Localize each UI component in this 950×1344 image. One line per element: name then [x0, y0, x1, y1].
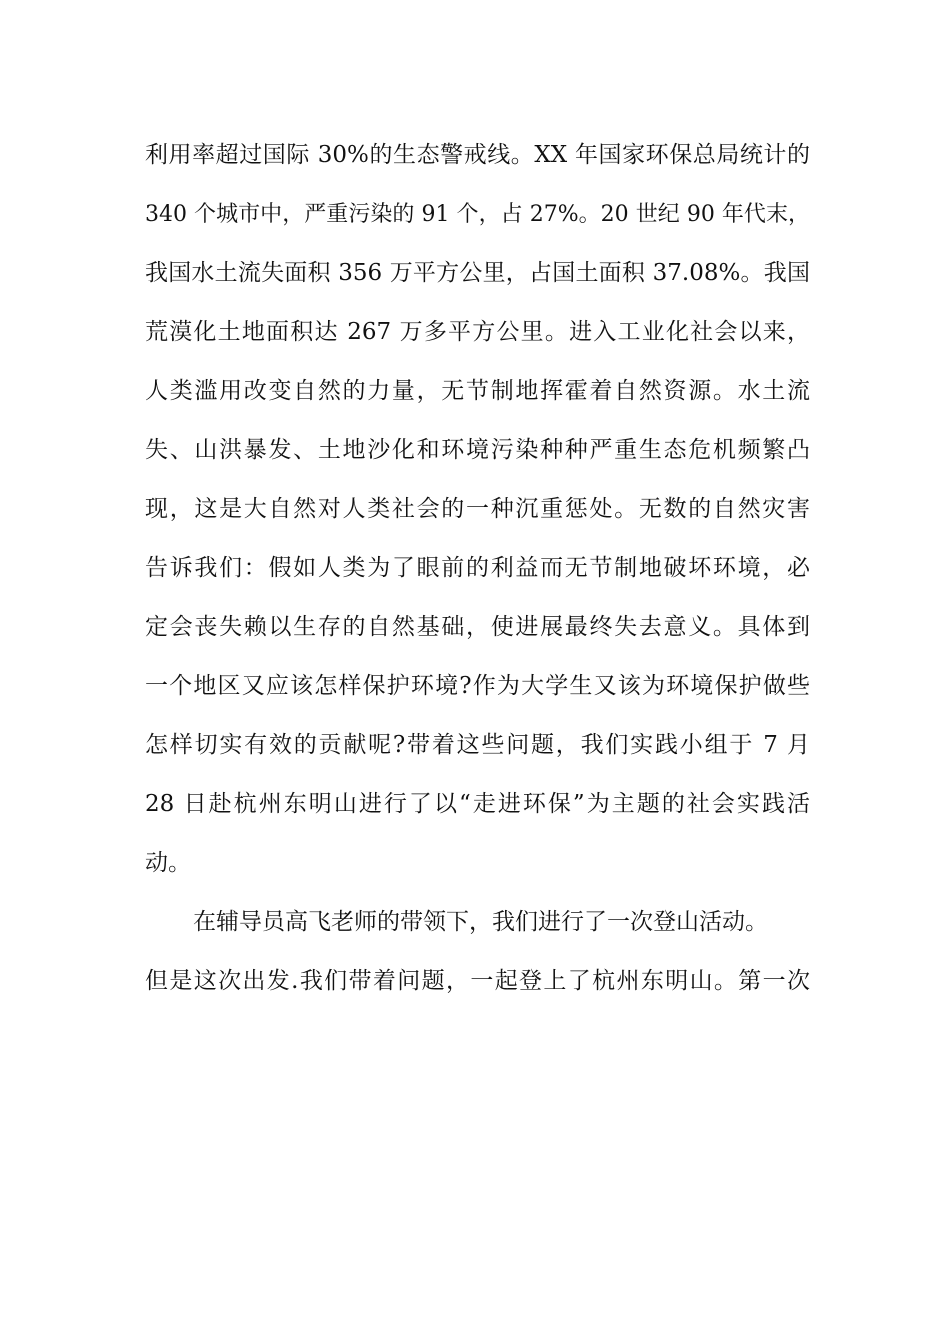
body-text	[145, 126, 810, 1011]
text-line: 一个地区又应该怎样保护环境?作为大学生又该为环境保护做些	[145, 673, 810, 699]
text-line: 怎样切实有效的贡献呢?带着这些问题，我们实践小组于 7 月	[145, 732, 810, 758]
text-line: 利用率超过国际 30%的生态警戒线。XX 年国家环保总局统计的	[145, 142, 810, 168]
paragraph-first-line: 在辅导员高飞老师的带领下，我们进行了一次登山活动。	[193, 909, 768, 935]
text-line: 但是这次出发.我们带着问题，一起登上了杭州东明山。第一次	[145, 968, 810, 994]
text-line: 告诉我们：假如人类为了眼前的利益而无节制地破坏环境，必	[145, 555, 810, 581]
text-line: 失、山洪暴发、土地沙化和环境污染种种严重生态危机频繁凸	[145, 437, 810, 463]
text-line: 28 日赴杭州东明山进行了以“走进环保”为主题的社会实践活	[145, 791, 810, 817]
text-line: 现，这是大自然对人类社会的一种沉重惩处。无数的自然灾害	[145, 496, 810, 522]
text-line: 人类滥用改变自然的力量，无节制地挥霍着自然资源。水土流	[145, 378, 810, 404]
text-line: 340 个城市中，严重污染的 91 个，占 27%。20 世纪 90 年代末，	[145, 202, 810, 227]
text-line: 荒漠化土地面积达 267 万多平方公里。进入工业化社会以来，	[145, 319, 810, 345]
text-line: 动。	[145, 850, 191, 876]
text-line: 定会丧失赖以生存的自然基础，使进展最终失去意义。具体到	[145, 614, 810, 640]
text-line: 我国水土流失面积 356 万平方公里，占国土面积 37.08%。我国	[145, 260, 810, 286]
